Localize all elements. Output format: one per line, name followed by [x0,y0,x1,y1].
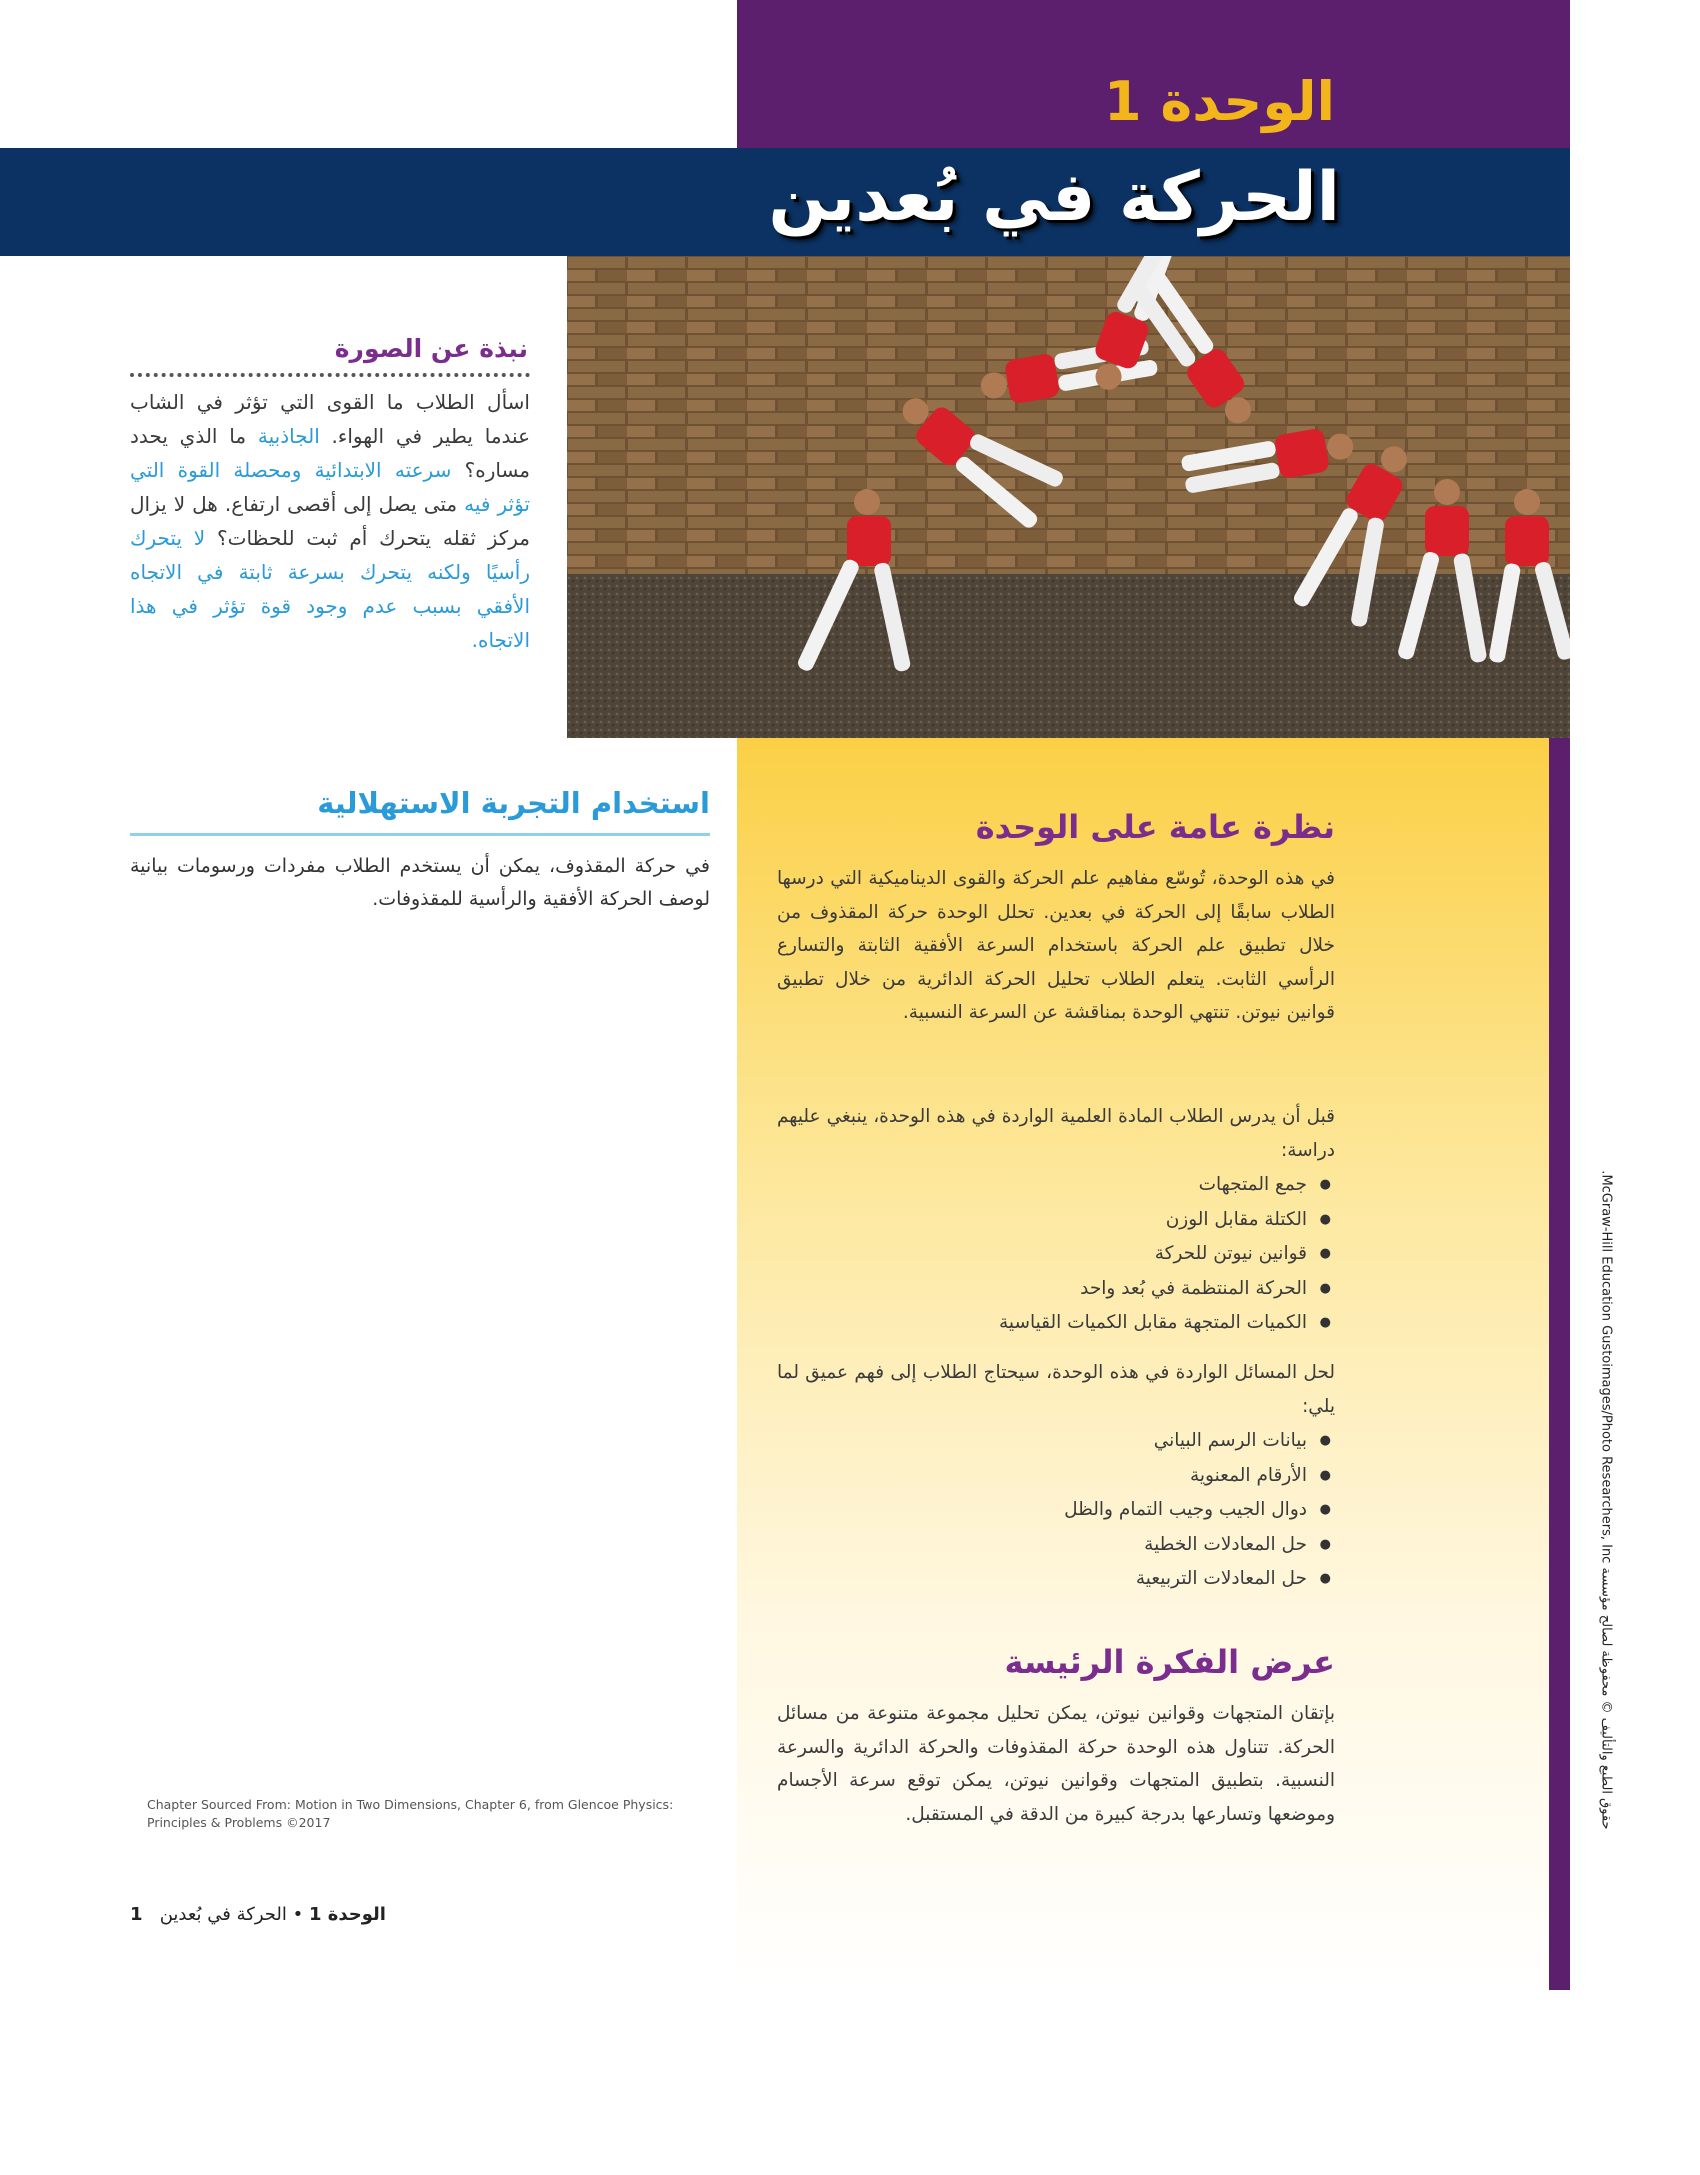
prereq-item: ● جمع المتجهات [777,1168,1335,1203]
chapter-photo [567,256,1570,738]
prereq-item: ● الكميات المتجهة مقابل الكميات القياسية [777,1306,1335,1341]
footer-separator: • [286,1904,309,1925]
source-note: Chapter Sourced From: Motion in Two Dimensions, Chapter 6, from Glencoe Physics: Principles & Problems ©2017 [147,1797,674,1830]
caption-heading: نبذة عن الصورة [334,334,528,363]
caption-body [130,385,530,657]
caption-answer-2: سرعته الابتدائية ومحصلة القوة التي تؤثر فيه [130,458,530,516]
caption-text-2: ما الذي يحدد مساره؟ [130,424,530,482]
caption-text-3: متى يصل إلى أقصى ارتفاع. هل لا يزال مركز ثقله يتحرك أم ثبت للحظات؟ [130,492,530,550]
caption-divider [130,373,530,377]
skills-list [777,1424,1335,1597]
skill-item: ● الأرقام المعنوية [777,1459,1335,1494]
skill-item: ● حل المعادلات الخطية [777,1528,1335,1563]
main-idea-body: بإتقان المتجهات وقوانين نيوتن، يمكن تحليل مجموعة متنوعة من مسائل الحركة. تتناول هذه الوحدة حركة المقذوفات والحركة الدائرية والسرعة النسبية. بتطبيق المتجهات وقوانين نيوتن، يمكن توقع سرعة الأجسام وموضعها وتسارعها بدرجة كبيرة من الدقة في المستقبل. [777,1703,1335,1825]
unit-label: الوحدة 1 [1103,70,1335,133]
caption-answer-3: لا يتحرك رأسيًا ولكنه يتحرك بسرعة ثابتة في الاتجاه الأفقي بسبب عدم وجود قوة تؤثر في هذا الاتجاه. [130,526,530,652]
photo-credit: حقوق الطبع والتأليف © محفوظة لصالح مؤسسة McGraw-Hill Education Gustoimages/Photo Researchers, Inc. [1598,1170,1614,1830]
overview-paragraph: في هذه الوحدة، تُوسّع مفاهيم علم الحركة والقوى الديناميكية التي درسها الطلاب سابقًا إلى الحركة في بعدين. تحلل الوحدة حركة المقذوف من خلال تطبيق علم الحركة باستخدام السرعة الأفقية الثابتة والتسارع الرأسي الثابت. يتعلم الطلاب تحليل الحركة الدائرية من خلال تطبيق قوانين نيوتن. تنتهي الوحدة بمناقشة عن السرعة النسبية. [777,868,1335,1023]
main-idea-heading: عرض الفكرة الرئيسة [1004,1643,1335,1681]
side-purple-bar [1549,738,1570,1990]
prereq-item: ● الحركة المنتظمة في بُعد واحد [777,1272,1335,1307]
prereq-list [777,1168,1335,1341]
inquiry-body: في حركة المقذوف، يمكن أن يستخدم الطلاب مفردات ورسومات بيانية لوصف الحركة الأفقية والرأسية للمقذوفات. [130,855,710,910]
page-footer [130,1904,580,1925]
prereq-item: ● قوانين نيوتن للحركة [777,1237,1335,1272]
skill-item: ● دوال الجيب وجيب التمام والظل [777,1493,1335,1528]
skill-item: ● بيانات الرسم البياني [777,1424,1335,1459]
footer-unit: الوحدة 1 [308,1904,386,1925]
inquiry-heading: استخدام التجربة الاستهلالية [317,786,710,820]
inquiry-divider [130,833,710,836]
prereq-item: ● الكتلة مقابل الوزن [777,1203,1335,1238]
footer-title: الحركة في بُعدين [159,1904,287,1925]
page-number: 1 [130,1904,143,1925]
unit-title: الحركة في بُعدين [768,158,1340,237]
skills-intro: لحل المسائل الواردة في هذه الوحدة، سيحتاج الطلاب إلى فهم عميق لما يلي: [777,1362,1335,1417]
overview-heading: نظرة عامة على الوحدة [975,808,1335,846]
skill-item: ● حل المعادلات التربيعية [777,1562,1335,1597]
caption-answer-1: الجاذبية [257,424,320,448]
caption-text-1: اسأل الطلاب ما القوى التي تؤثر في الشاب عندما يطير في الهواء. [130,390,531,448]
prereq-intro: قبل أن يدرس الطلاب المادة العلمية الواردة في هذه الوحدة، ينبغي عليهم دراسة: [777,1106,1335,1161]
